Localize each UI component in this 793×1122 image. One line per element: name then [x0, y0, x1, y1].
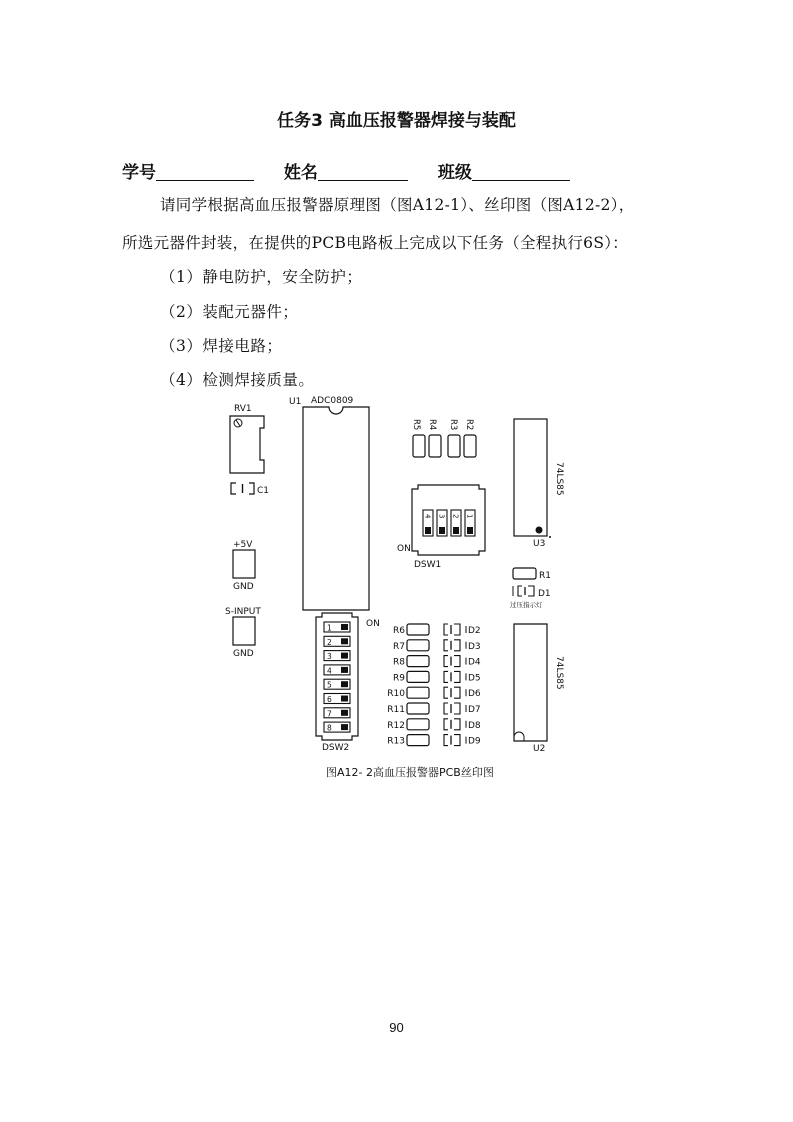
- led-label: D3: [468, 641, 481, 652]
- intro-line-1: 请同学根据高血压报警器原理图（图A12-1）、丝印图（图A12-2），: [160, 196, 635, 214]
- r2-label: R2: [464, 419, 474, 431]
- led-footprint-left: [444, 640, 448, 651]
- dsw2-pin-knob: [341, 653, 348, 659]
- dsw2-pin-number: 8: [327, 723, 332, 733]
- task-item-4: （4）检测焊接质量。: [160, 371, 315, 389]
- led-footprint-right: [454, 719, 460, 730]
- intro-line-2: 所选元器件封装，在提供的PCB电路板上完成以下任务（全程执行6S）：: [122, 234, 629, 252]
- led-footprint-left: [444, 703, 448, 714]
- u3-label: U3: [533, 539, 546, 549]
- resistor-footprint: [407, 735, 429, 746]
- rv1-footprint: [230, 404, 264, 473]
- u3-chip-label: 74LS85: [554, 462, 564, 496]
- dsw2-pin-knob: [341, 724, 348, 730]
- resistor-label: R8: [393, 657, 405, 668]
- rv1-label: RV1: [234, 404, 252, 414]
- led-label: D2: [468, 626, 481, 636]
- u2-label: U2: [533, 744, 546, 754]
- page-number: 90: [389, 1020, 404, 1035]
- dsw1-pin-number: 3: [437, 514, 446, 519]
- dsw1-pin-number: 2: [451, 514, 460, 519]
- student-id-label: 学号: [122, 163, 156, 183]
- resistor-bank-top: [411, 419, 476, 457]
- dsw2-pin-number: 1: [327, 623, 332, 633]
- dsw2-pin-knob: [341, 710, 348, 716]
- led-footprint-right: [454, 735, 460, 746]
- dsw2-pin-number: 6: [327, 695, 332, 704]
- dsw2-pin-number: 4: [327, 666, 332, 676]
- name-label: 姓名: [283, 163, 318, 183]
- dsw2-switch: [316, 613, 380, 753]
- led-footprint-left: [444, 656, 448, 667]
- led-label: D4: [468, 657, 481, 668]
- dsw1-pin-knob: [439, 527, 445, 534]
- task-item-1: （1）静电防护，安全防护；: [160, 268, 363, 286]
- resistor-footprint: [407, 671, 429, 682]
- resistor-footprint: [407, 640, 429, 651]
- resistor-footprint: [407, 656, 429, 667]
- figure-caption: 图A12- 2高血压报警器PCB丝印图: [326, 766, 494, 779]
- adc-label: ADC0809: [311, 396, 354, 406]
- dsw2-pin-knob: [341, 681, 348, 687]
- r1-d1-group: [510, 568, 551, 609]
- resistor-label: R10: [387, 689, 405, 700]
- dsw2-pin-number: 3: [327, 652, 332, 662]
- resistor-footprint: [407, 703, 429, 714]
- r1-label: R1: [539, 571, 551, 581]
- task-item-2: （2）装配元器件；: [160, 303, 299, 321]
- dsw1-pin-knob: [425, 527, 431, 534]
- resistor-footprint: [407, 624, 429, 635]
- led-label: D8: [468, 720, 481, 731]
- r4-label: R4: [427, 419, 437, 431]
- plus5v-label: +5V: [233, 540, 253, 550]
- resistor-footprint: [407, 719, 429, 730]
- dsw2-pin-knob: [341, 624, 348, 630]
- d1-note: 过压指示灯: [510, 601, 543, 609]
- dsw1-pin-knob: [453, 527, 459, 534]
- r5-label: R5: [411, 419, 421, 431]
- resistor-label: R13: [387, 736, 405, 747]
- dsw1-pin-number: 1: [465, 514, 474, 519]
- u1-adc-chip: [289, 396, 369, 610]
- resistor-label: R7: [393, 641, 405, 652]
- resistor-label: R12: [387, 720, 405, 731]
- dsw1-on-label: ON: [397, 544, 411, 554]
- resistor-label: R9: [393, 673, 405, 684]
- led-label: D5: [468, 673, 481, 684]
- c1-label: C1: [257, 486, 270, 496]
- resistor-label: R11: [387, 705, 405, 715]
- page-title: 任务3 高血压报警器焊接与装配: [277, 111, 516, 131]
- gnd-label-2: GND: [233, 649, 254, 659]
- led-footprint-right: [454, 671, 460, 682]
- class-label: 班级: [437, 163, 472, 183]
- dsw2-on-label: ON: [366, 619, 380, 629]
- led-footprint-right: [454, 656, 460, 667]
- u2-comparator-chip: [514, 624, 564, 754]
- r3-label: R3: [448, 419, 458, 431]
- led-footprint-right: [454, 687, 460, 698]
- led-label: D6: [468, 689, 481, 700]
- dsw2-pin-number: 5: [327, 680, 332, 690]
- led-footprint-left: [444, 624, 448, 635]
- dsw1-pin-number: 4: [423, 514, 432, 519]
- u2-chip-label: 74LS85: [554, 656, 564, 690]
- power-connector: [233, 540, 255, 592]
- s-input-label: S-INPUT: [225, 607, 261, 617]
- u1-label: U1: [289, 397, 302, 407]
- u3-comparator-chip: [514, 419, 564, 549]
- led-footprint-right: [454, 624, 460, 635]
- resistor-label: R6: [393, 626, 405, 636]
- led-footprint-left: [444, 671, 448, 682]
- led-footprint-left: [444, 687, 448, 698]
- dsw1-label: DSW1: [414, 560, 442, 570]
- led-label: D9: [468, 736, 481, 747]
- dsw1-pin-knob: [467, 527, 473, 534]
- dsw2-pin-knob: [341, 696, 348, 702]
- resistor-led-rows: [387, 624, 481, 747]
- led-footprint-right: [454, 640, 460, 651]
- d1-label: D1: [538, 589, 551, 599]
- dsw2-pin-number: 7: [327, 709, 332, 719]
- gnd-label-1: GND: [233, 582, 254, 592]
- signal-connector: [225, 607, 261, 659]
- led-footprint-left: [444, 735, 448, 746]
- dsw2-pin-knob: [341, 667, 348, 673]
- task-item-3: （3）焊接电路；: [160, 337, 283, 355]
- dsw2-label: DSW2: [322, 743, 350, 753]
- c1-footprint: [231, 483, 269, 496]
- dsw2-pin-number: 2: [327, 637, 332, 647]
- dsw2-pin-knob: [341, 638, 348, 644]
- led-footprint-left: [444, 719, 448, 730]
- led-label: D7: [468, 705, 481, 715]
- led-footprint-right: [454, 703, 460, 714]
- dsw1-switch: [397, 485, 485, 570]
- resistor-footprint: [407, 687, 429, 698]
